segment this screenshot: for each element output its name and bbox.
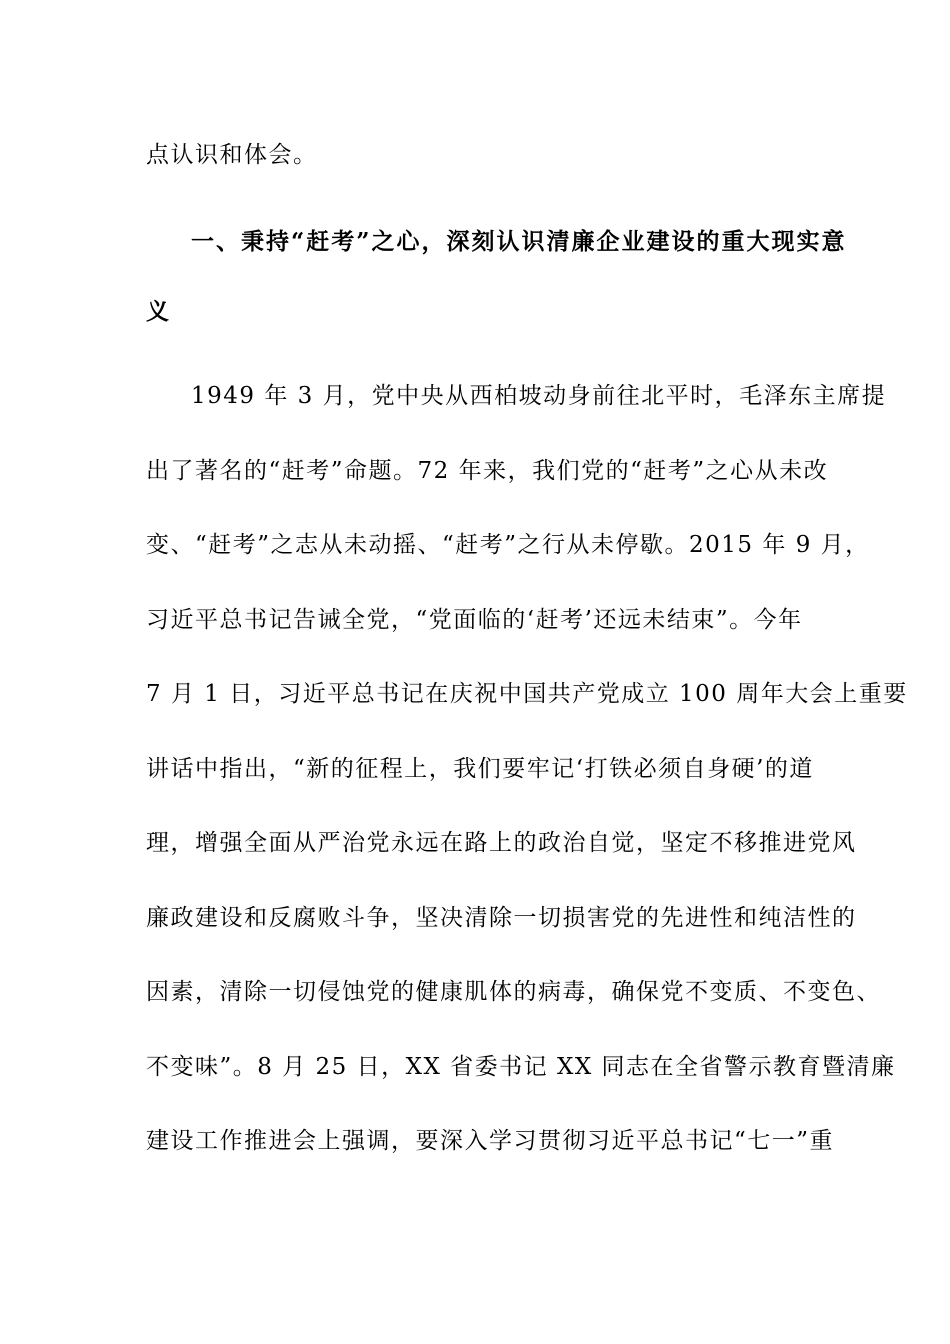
paragraph-line: 建设工作推进会上强调，要深入学习贯彻习近平总书记“七一”重 [146, 1128, 835, 1154]
section-heading-line: 义 [146, 298, 171, 325]
paragraph-line: 出了著名的“赶考”命题。72 年来，我们党的“赶考”之心从未改 [146, 458, 829, 484]
paragraph-line: 理，增强全面从严治党永远在路上的政治自觉，坚定不移推进党风 [146, 830, 857, 856]
paragraph-line: 点认识和体会。 [146, 142, 318, 168]
section-heading-line: 一、秉持“赶考”之心，深刻认识清廉企业建设的重大现实意 [191, 228, 847, 255]
paragraph-line: 因素，清除一切侵蚀党的健康肌体的病毒，确保党不变质、不变色、 [146, 979, 881, 1005]
paragraph-line: 讲话中指出，“新的征程上，我们要牢记‘打铁必须自身硬’的道 [146, 756, 814, 782]
paragraph-line: 习近平总书记告诫全党，“党面临的‘赶考’还远未结束”。今年 [146, 607, 803, 633]
paragraph-line: 不变味”。8 月 25 日，XX 省委书记 XX 同志在全省警示教育暨清廉 [146, 1054, 896, 1080]
paragraph-line: 1949 年 3 月，党中央从西柏坡动身前往北平时，毛泽东主席提 [191, 383, 887, 409]
paragraph-line: 7 月 1 日，习近平总书记在庆祝中国共产党成立 100 周年大会上重要 [146, 681, 908, 707]
paragraph-line: 廉政建设和反腐败斗争，坚决清除一切损害党的先进性和纯洁性的 [146, 905, 857, 931]
paragraph-line: 变、“赶考”之志从未动摇、“赶考”之行从未停歇。2015 年 9 月， [146, 532, 870, 558]
